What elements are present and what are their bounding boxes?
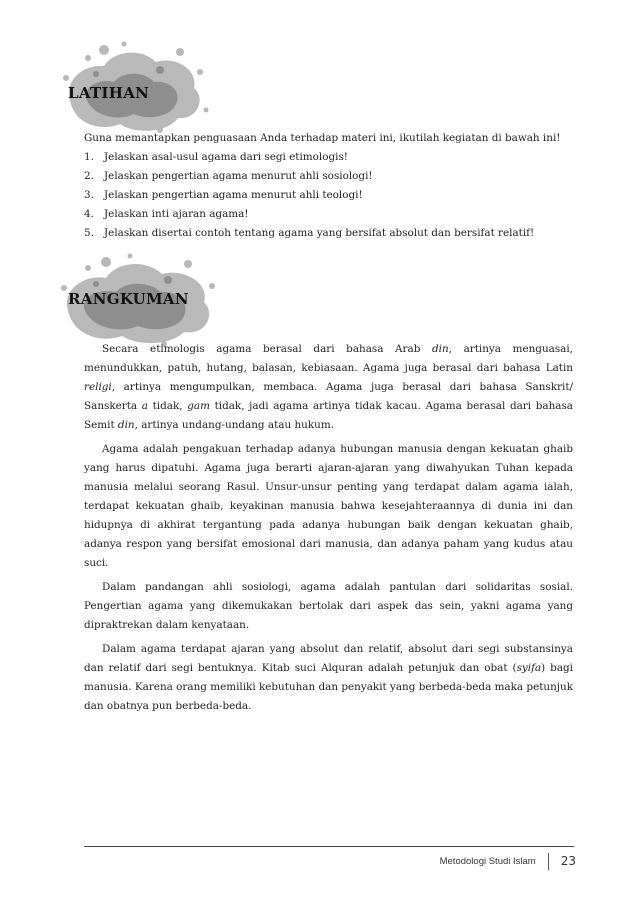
list-item-text: Jelaskan pengertian agama menurut ahli teologi! (104, 189, 363, 201)
rangkuman-heading: RANGKUMAN (68, 290, 189, 308)
list-item (84, 148, 584, 167)
list-item (84, 205, 584, 224)
latihan-heading: LATIHAN (68, 84, 150, 102)
rangkuman-body (84, 340, 573, 721)
summary-paragraph: Secara etimologis agama berasal dari bahasa Arab din, artinya menguasai, menundukkan, patuh, hutang, balasan, kebiasaan. Agama juga berasal dari bahasa Latin religi, artinya mengumpulkan, membaca. Agama juga berasal dari bahasa Sanskrit/ Sanskerta a tidak, gam tidak, jadi agama artinya tidak kacau. Agama berasal dari bahasa Semit din, artinya undang-undang atau hukum. (84, 343, 573, 431)
list-item-text: Jelaskan pengertian agama menurut ahli sosiologi! (104, 170, 373, 182)
list-item-number: 5. (84, 227, 94, 239)
list-item-number: 2. (84, 170, 94, 182)
latihan-intro: Guna memantapkan penguasaan Anda terhadap materi ini, ikutilah kegiatan di bawah ini! (84, 132, 561, 144)
list-item-text: Jelaskan disertai contoh tentang agama yang bersifat absolut dan bersifat relatif! (104, 227, 535, 239)
list-item-text: Jelaskan asal-usul agama dari segi etimologis! (104, 151, 348, 163)
list-item-number: 4. (84, 208, 94, 220)
page-footer (440, 852, 576, 870)
page-number: 23 (560, 854, 576, 868)
footer-book-title: Metodologi Studi Islam (439, 855, 536, 867)
summary-paragraph: Agama adalah pengakuan terhadap adanya hubungan manusia dengan kekuatan ghaib yang harus dipatuhi. Agama juga berarti ajaran-ajaran yang diwahyukan Tuhan kepada manusia melalui seorang Rasul. Unsur-unsur penting yang terdapat dalam agama ialah, terdapat kekuatan ghaib, keyakinan manusia bahwa kesejahteraannya di dunia ini dan hidupnya di akhirat tergantung pada adanya hubungan baik dengan kekuatan ghaib, adanya respon yang bersifat emosional dari manusia, dan adanya paham yang kudus atau suci. (84, 443, 573, 569)
footer-divider (84, 846, 574, 847)
list-item (84, 224, 584, 243)
list-item (84, 167, 584, 186)
latihan-list (84, 148, 584, 243)
list-item-number: 3. (84, 189, 94, 201)
summary-paragraph: Dalam pandangan ahli sosiologi, agama adalah pantulan dari solidaritas sosial. Pengertian agama yang dikemukakan bertolak dari aspek das sein, yakni agama yang dipraktrekan dalam kenyataan. (84, 581, 573, 631)
list-item (84, 186, 584, 205)
list-item-text: Jelaskan inti ajaran agama! (104, 208, 249, 220)
footer-separator (548, 853, 549, 870)
list-item-number: 1. (84, 151, 94, 163)
summary-paragraph: Dalam agama terdapat ajaran yang absolut dan relatif, absolut dari segi substansinya dan relatif dari segi bentuknya. Kitab suci Alquran adalah petunjuk dan obat (syifa) bagi manusia. Karena orang memiliki kebutuhan dan penyakit yang berbeda-beda maka petunjuk dan obatnya pun berbeda-beda. (84, 643, 573, 712)
